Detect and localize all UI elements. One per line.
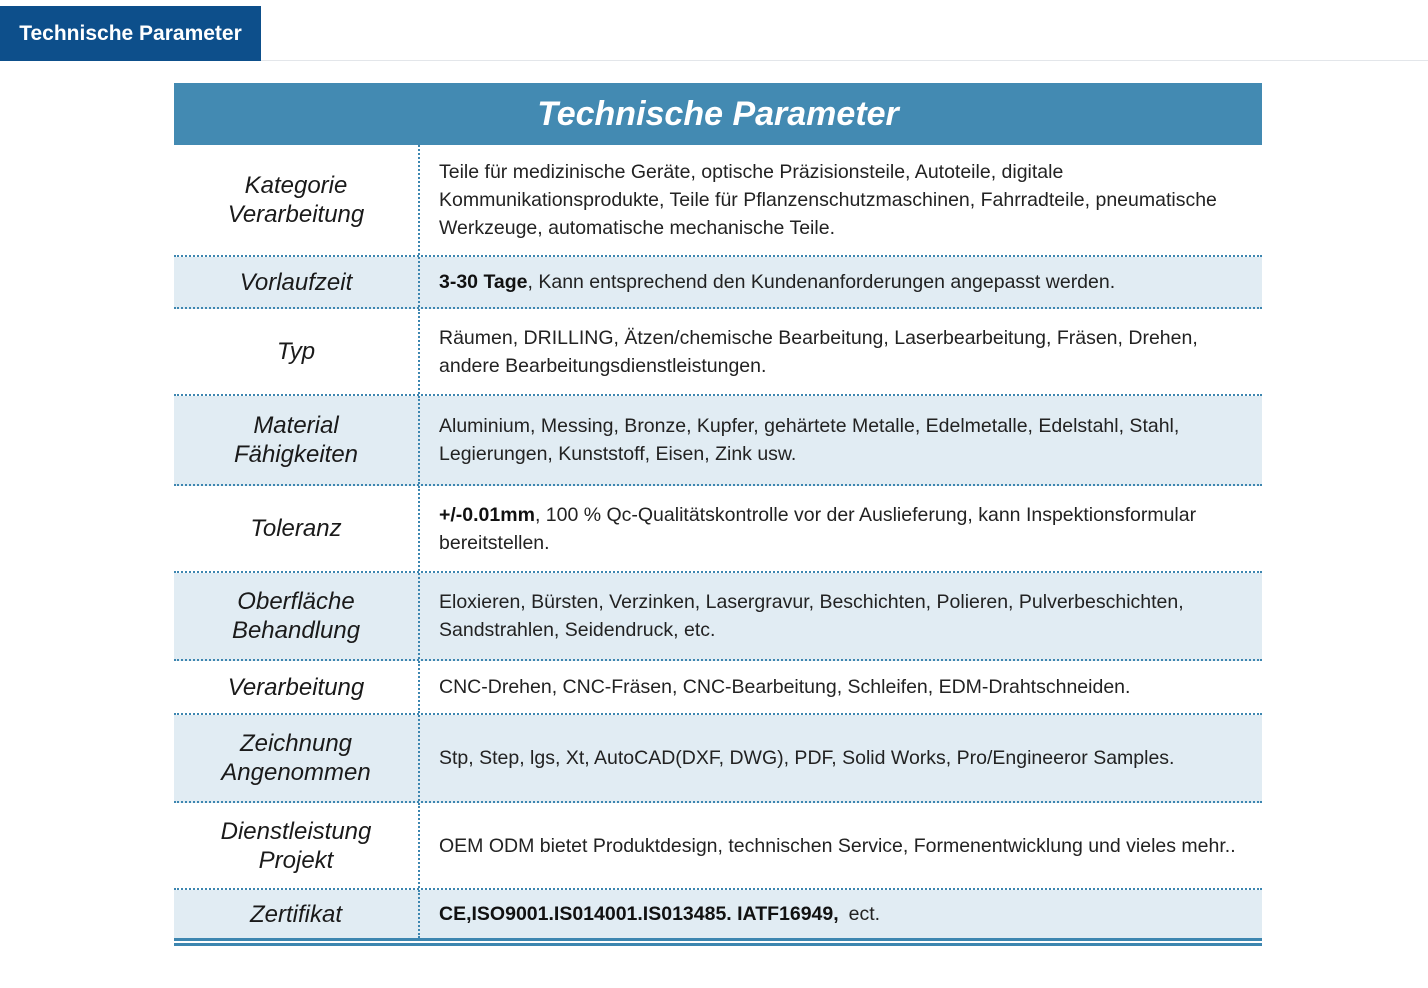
row-value-bold: CE,ISO9001.IS014001.IS013485. IATF16949, xyxy=(439,903,839,925)
table-title: Technische Parameter xyxy=(174,83,1262,145)
row-value-text: Stp, Step, lgs, Xt, AutoCAD(DXF, DWG), PDF, Solid Works, Pro/Engineeror Samples. xyxy=(439,747,1175,769)
parameters-table xyxy=(174,83,1262,946)
row-label-line: Material xyxy=(253,412,339,439)
row-value xyxy=(420,573,1262,659)
row-value xyxy=(420,309,1262,394)
row-label xyxy=(174,803,420,888)
table-row xyxy=(174,145,1262,257)
row-label-line: Oberfläche xyxy=(237,588,355,615)
table-row xyxy=(174,309,1262,396)
row-value xyxy=(420,803,1262,888)
row-value xyxy=(420,890,1262,938)
table-row xyxy=(174,715,1262,803)
row-label-line: Toleranz xyxy=(250,515,342,542)
table-row xyxy=(174,257,1262,309)
row-label xyxy=(174,890,420,938)
row-value-text: Eloxieren, Bürsten, Verzinken, Lasergravur, Beschichten, Polieren, Pulverbeschichten, Sandstrahlen, Seidendruck, etc. xyxy=(439,591,1184,641)
row-value-text: Teile für medizinische Geräte, optische Präzisionsteile, Autoteile, digitale Kommunikationsprodukte, Teile für Pflanzenschutzmaschinen, Fahrradteile, pneumatische Werkzeuge, automatische mechanische Teile. xyxy=(439,161,1217,239)
row-label xyxy=(174,661,420,713)
row-label xyxy=(174,309,420,394)
row-label xyxy=(174,486,420,571)
table-row xyxy=(174,661,1262,715)
table-row xyxy=(174,573,1262,661)
row-value-text: Aluminium, Messing, Bronze, Kupfer, gehärtete Metalle, Edelmetalle, Edelstahl, Stahl, Legierungen, Kunststoff, Eisen, Zink usw. xyxy=(439,415,1180,465)
row-value xyxy=(420,715,1262,801)
row-value-text: , Kann entsprechend den Kundenanforderungen angepasst werden. xyxy=(527,271,1116,293)
row-value-bold: +/-0.01mm xyxy=(439,503,535,526)
tab-bar xyxy=(0,0,1428,61)
row-value xyxy=(420,257,1262,307)
row-label-line: Verarbeitung xyxy=(227,673,365,701)
row-label-line: Projekt xyxy=(258,846,334,874)
row-label-line: Vorlaufzeit xyxy=(239,268,353,296)
row-label xyxy=(174,573,420,659)
row-value-text: ect. xyxy=(848,903,881,925)
row-value xyxy=(420,486,1262,571)
row-value-text: , 100 % Qc-Qualitätskontrolle vor der Auslieferung, kann Inspektionsformular bereitstellen. xyxy=(439,503,1197,554)
row-label xyxy=(174,715,420,801)
row-label-line: Zertifikat xyxy=(249,900,342,928)
row-value xyxy=(420,145,1262,255)
table-bottom-border xyxy=(174,938,1262,946)
row-label-line: Verarbeitung xyxy=(227,201,365,228)
row-value-bold: 3-30 Tage xyxy=(439,271,528,293)
tab-technical-parameters[interactable]: Technische Parameter xyxy=(0,6,261,61)
table-row xyxy=(174,486,1262,573)
row-label-line: Fähigkeiten xyxy=(233,441,359,468)
row-value xyxy=(420,396,1262,484)
table-row xyxy=(174,803,1262,890)
row-label xyxy=(174,257,420,307)
row-label-line: Typ xyxy=(276,338,316,365)
row-label xyxy=(174,396,420,484)
row-value-text: Räumen, DRILLING, Ätzen/chemische Bearbeitung, Laserbearbeitung, Fräsen, Drehen, andere Bearbeitungsdienstleistungen. xyxy=(439,326,1198,377)
table-row xyxy=(174,396,1262,486)
row-label-line: Dienstleistung xyxy=(220,817,372,845)
row-label-line: Behandlung xyxy=(231,617,361,644)
table-row xyxy=(174,890,1262,938)
row-label-line: Kategorie xyxy=(244,172,348,199)
row-value xyxy=(420,661,1262,713)
row-value-text: CNC-Drehen, CNC-Fräsen, CNC-Bearbeitung, Schleifen, EDM-Drahtschneiden. xyxy=(439,676,1131,698)
row-label-line: Angenommen xyxy=(221,759,371,786)
row-label-line: Zeichnung xyxy=(239,730,353,757)
row-label xyxy=(174,145,420,255)
row-value-text: OEM ODM bietet Produktdesign, technischen Service, Formenentwicklung und vieles mehr.. xyxy=(439,834,1236,857)
